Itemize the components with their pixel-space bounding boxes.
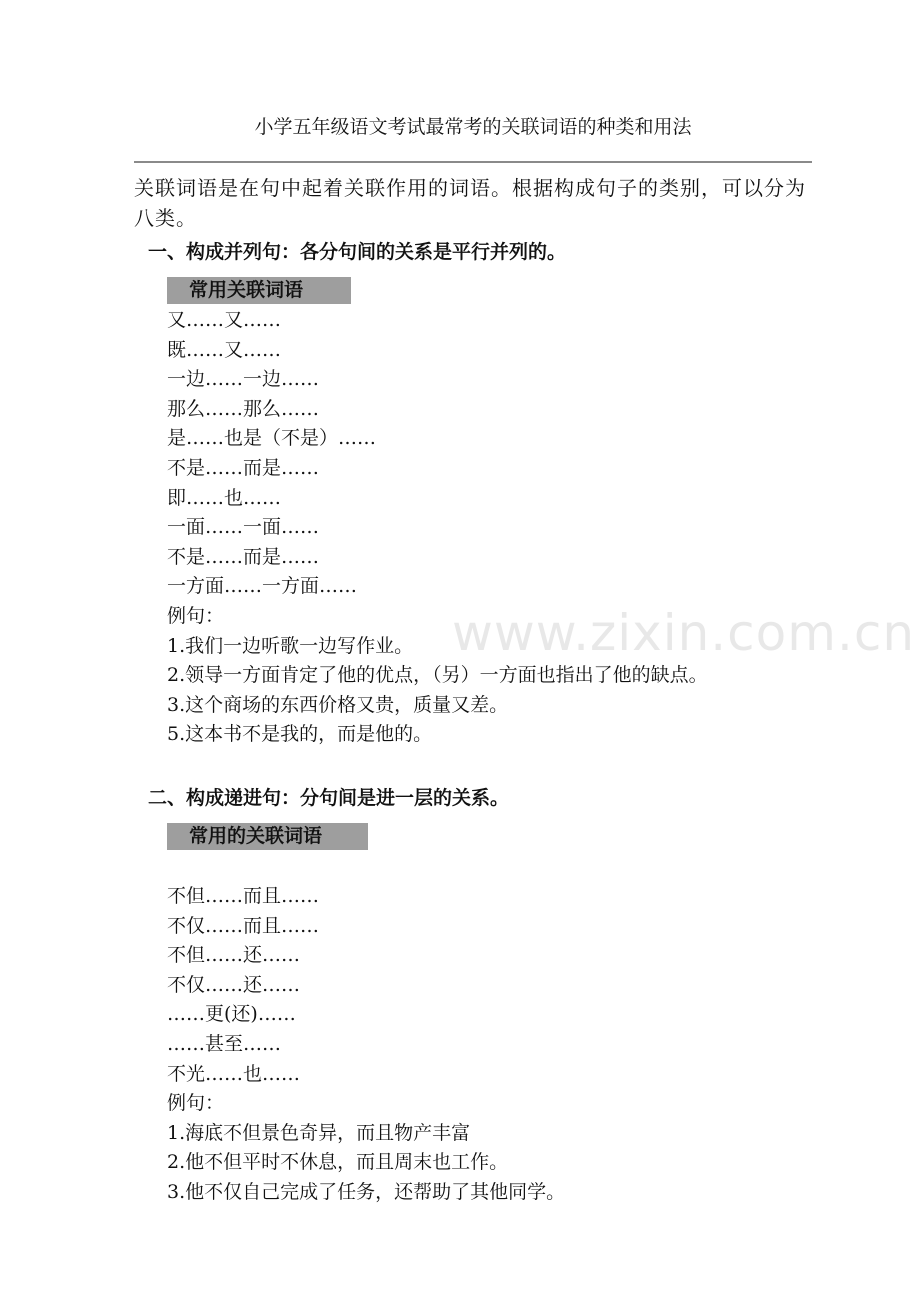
example-label: 例句： <box>167 1092 225 1115</box>
list-item: 不是……而是…… <box>167 545 320 568</box>
list-item: 那么……那么…… <box>167 397 320 420</box>
example-sentence: 2.领导一方面肯定了他的优点，（另）一方面也指出了他的缺点。 <box>167 664 708 687</box>
section2-word-list <box>167 882 565 1208</box>
section2-label-bar: 常用的关联词语 <box>167 823 368 850</box>
example-label: 例句： <box>167 604 225 627</box>
section1-label-bar: 常用关联词语 <box>167 277 351 304</box>
example-sentence: 1.海底不但景色奇异，而且物产丰富 <box>167 1121 471 1144</box>
list-item: 不仅……而且…… <box>167 914 320 937</box>
list-item: 又……又…… <box>167 309 282 331</box>
list-item: 不光……也…… <box>167 1062 301 1085</box>
document-title: 小学五年级语文考试最常考的关联词语的种类和用法 <box>254 116 692 138</box>
example-sentence: 5.这本书不是我的，而是他的。 <box>167 723 433 746</box>
intro-paragraph: 关联词语是在句中起着关联作用的词语。根据构成句子的类别，可以分为八类。 <box>134 176 806 230</box>
list-item: 一边……一边…… <box>167 368 320 391</box>
list-item: 一面……一面…… <box>167 516 320 539</box>
section1-heading: 一、构成并列句：各分句间的关系是平行并列的。 <box>148 241 567 263</box>
example-sentence: 3.他不仅自己完成了任务，还帮助了其他同学。 <box>167 1180 566 1203</box>
list-item: 不但……而且…… <box>167 885 320 907</box>
list-item: ……更(还)…… <box>167 1003 296 1026</box>
list-item: ……甚至…… <box>167 1032 282 1055</box>
list-item: 不仅……还…… <box>167 973 301 996</box>
section1-word-list <box>167 306 777 750</box>
list-item: 不但……还…… <box>167 944 301 967</box>
watermark: www.zixin.com.cn <box>452 604 916 662</box>
list-item: 不是……而是…… <box>167 456 320 479</box>
section2-heading: 二、构成递进句：分句间是进一层的关系。 <box>148 787 510 809</box>
list-item: 是……也是（不是）…… <box>167 427 377 450</box>
example-sentence: 1.我们一边听歌一边写作业。 <box>167 634 414 657</box>
list-item: 一方面……一方面…… <box>167 575 358 598</box>
example-sentence: 2.他不但平时不休息，而且周末也工作。 <box>167 1151 509 1174</box>
title-divider <box>134 161 812 163</box>
list-item: 即……也…… <box>167 486 282 509</box>
example-sentence: 3.这个商场的东西价格又贵，质量又差。 <box>167 693 509 716</box>
list-item: 既……又…… <box>167 338 282 361</box>
